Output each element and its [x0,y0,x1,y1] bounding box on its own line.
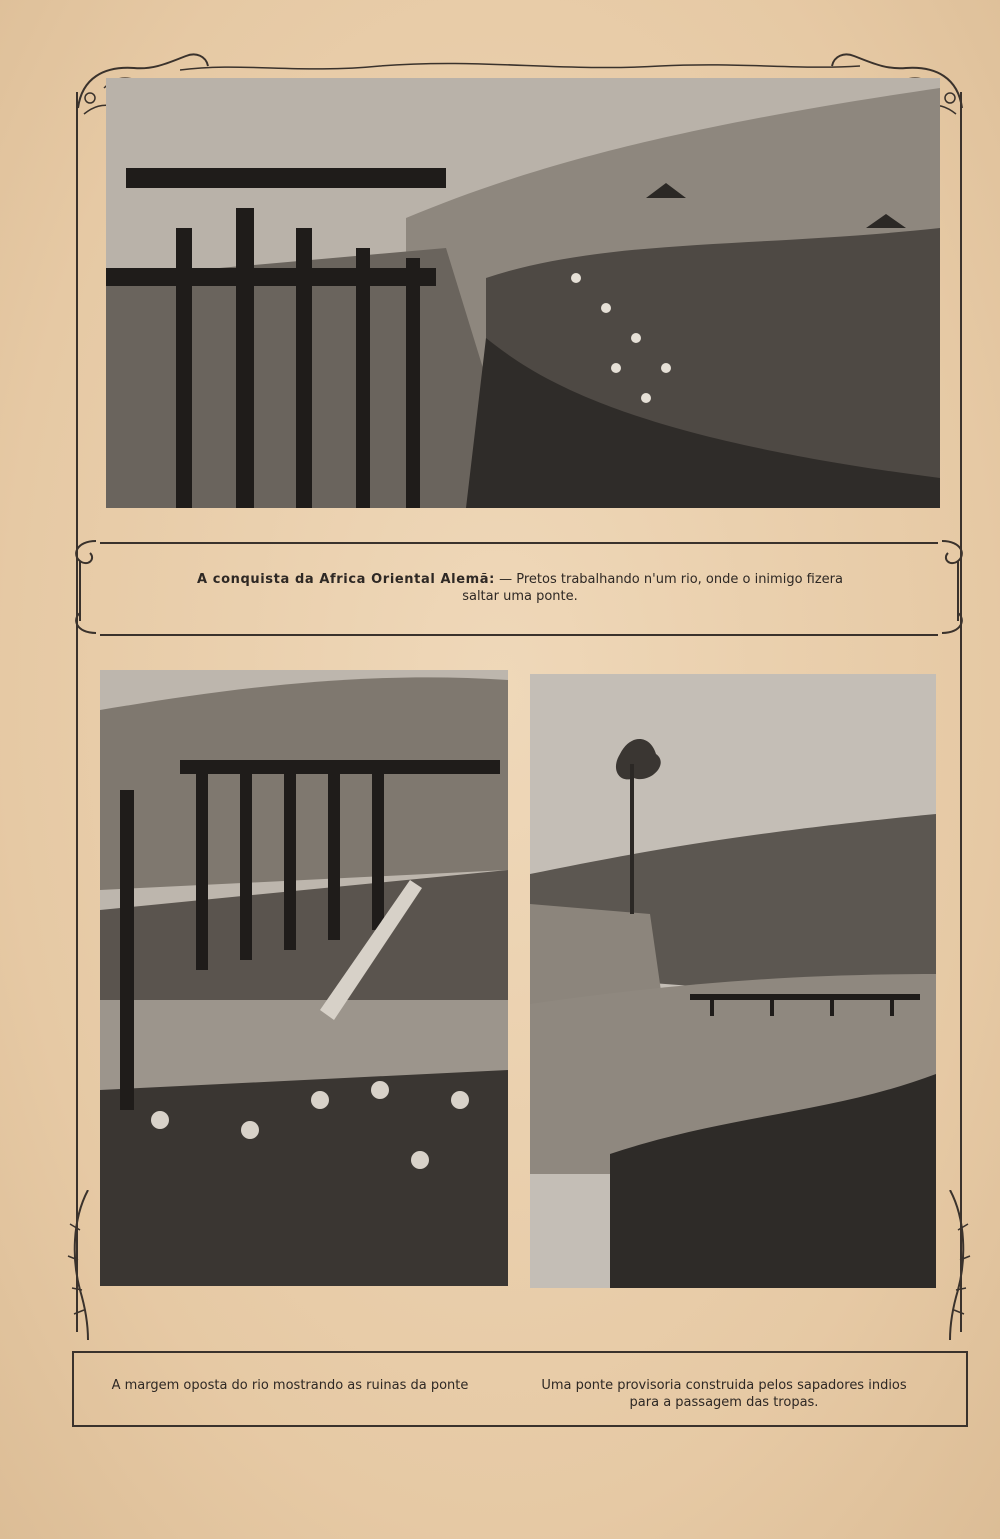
top-caption-dash: — [499,572,513,587]
top-caption-line1: Pretos trabalhando n'um rio, onde o inimigo fizera [516,572,843,587]
scroll-left-end [66,535,102,639]
bottom-right-caption-line2: para a passagem das tropas. [629,1395,819,1410]
bottom-left-caption: A margem oposta do rio mostrando as ruinas da ponte [111,1378,469,1393]
top-photo-bridge-workers [106,78,940,508]
frame-right-border [960,92,962,1332]
top-caption [160,571,880,605]
bottom-right-caption-line1: Uma ponte provisoria construida pelos sapadores indios [541,1378,907,1393]
bottom-right-photo-temporary-bridge [530,674,936,1288]
bottom-right-caption [512,1377,936,1411]
top-caption-line2: saltar uma ponte. [462,589,578,604]
scroll-right-end [936,535,972,639]
top-vine-ornament [180,56,860,80]
top-caption-title: A conquista da Africa Oriental Alemã: [197,572,495,587]
frame-left-border [76,92,78,1332]
bottom-left-photo-bridge-ruins [100,670,508,1286]
